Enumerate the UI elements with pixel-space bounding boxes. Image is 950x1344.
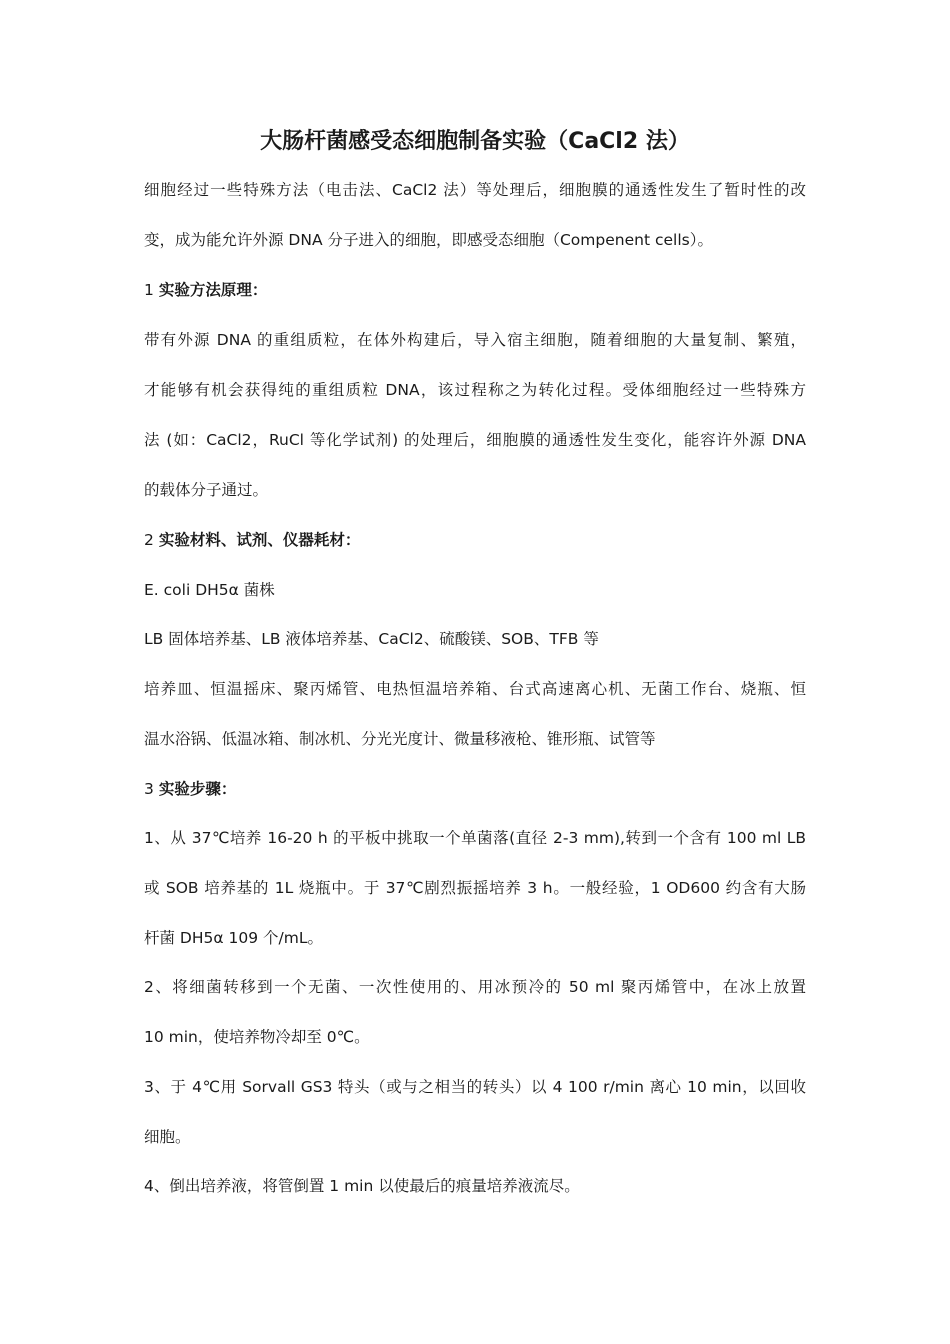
section-1-line-4: 的载体分子通过。 bbox=[144, 481, 269, 499]
section-3-line-6: 3、于 4℃用 Sorvall GS3 特头（或与之相当的转头）以 4 100 r/min 离心 10 min，以回收 bbox=[144, 1078, 806, 1096]
section-2-line-3: 培养皿、恒温摇床、聚丙烯管、电热恒温培养箱、台式高速离心机、无菌工作台、烧瓶、恒 bbox=[144, 680, 806, 698]
section-3-line-7: 细胞。 bbox=[144, 1128, 191, 1146]
section-3-title: 实验步骤： bbox=[158, 780, 237, 798]
section-2-line-4: 温水浴锅、低温冰箱、制冰机、分光光度计、微量移液枪、锥形瓶、试管等 bbox=[144, 730, 656, 748]
section-3-line-8: 4、倒出培养液，将管倒置 1 min 以使最后的痕量培养液流尽。 bbox=[144, 1177, 580, 1195]
section-2-title: 实验材料、试剂、仪器耗材： bbox=[158, 531, 361, 549]
section-3-number: 3 bbox=[144, 780, 154, 798]
intro-line-1: 细胞经过一些特殊方法（电击法、CaCl2 法）等处理后，细胞膜的通透性发生了暂时性的改 bbox=[144, 181, 806, 199]
section-3-line-3: 杆菌 DH5α 109 个/mL。 bbox=[144, 929, 323, 947]
section-1-heading bbox=[144, 278, 267, 302]
section-3-line-1: 1、从 37℃培养 16-20 h 的平板中挑取一个单菌落(直径 2-3 mm),转到一个含有 100 ml LB bbox=[144, 829, 806, 847]
section-1-number: 1 bbox=[144, 281, 154, 299]
section-3-line-2: 或 SOB 培养基的 1L 烧瓶中。于 37℃剧烈振摇培养 3 h。一般经验，1 OD600 约含有大肠 bbox=[144, 879, 806, 897]
intro-line-2: 变，成为能允许外源 DNA 分子进入的细胞，即感受态细胞（Compenent cells）。 bbox=[144, 231, 713, 249]
section-1-title: 实验方法原理： bbox=[158, 281, 268, 299]
section-2-heading bbox=[144, 528, 360, 552]
section-3-heading bbox=[144, 777, 236, 801]
section-1-line-2: 才能够有机会获得纯的重组质粒 DNA，该过程称之为转化过程。受体细胞经过一些特殊方 bbox=[144, 381, 806, 399]
section-1-line-3: 法 (如：CaCl2，RuCl 等化学试剂) 的处理后，细胞膜的通透性发生变化，能容许外源 DNA bbox=[144, 431, 806, 449]
section-2-line-2: LB 固体培养基、LB 液体培养基、CaCl2、硫酸镁、SOB、TFB 等 bbox=[144, 630, 599, 648]
section-3-line-5: 10 min，使培养物冷却至 0℃。 bbox=[144, 1028, 370, 1046]
section-3-line-4: 2、将细菌转移到一个无菌、一次性使用的、用冰预冷的 50 ml 聚丙烯管中，在冰上放置 bbox=[144, 978, 806, 996]
section-2-number: 2 bbox=[144, 531, 154, 549]
section-2-line-1: E. coli DH5α 菌株 bbox=[144, 581, 275, 599]
section-1-line-1: 带有外源 DNA 的重组质粒，在体外构建后，导入宿主细胞，随着细胞的大量复制、繁殖， bbox=[144, 331, 806, 349]
document-title: 大肠杆菌感受态细胞制备实验（CaCl2 法） bbox=[260, 129, 690, 154]
